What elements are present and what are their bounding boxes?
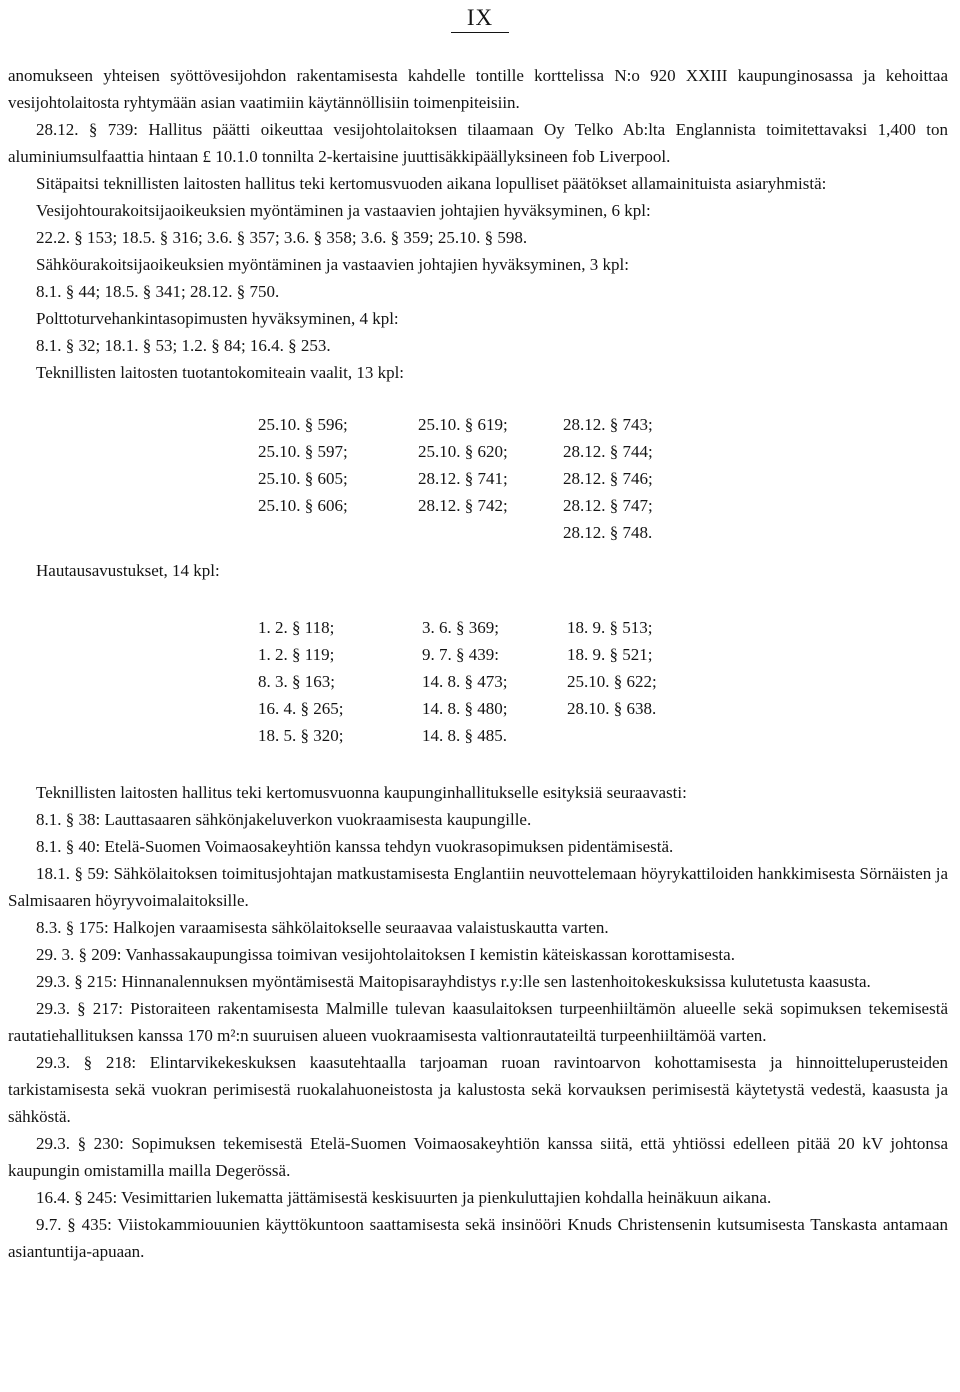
table-cell: 28.12. § 746; xyxy=(563,469,653,488)
proposal-item: 8.1. § 38: Lauttasaaren sähkönjakeluverkon vuokraamisesta kaupungille. xyxy=(36,810,532,829)
table-cell: 25.10. § 606; xyxy=(258,496,348,515)
table-cell: 25.10. § 597; xyxy=(258,442,348,461)
proposal-item: 8.3. § 175: Halkojen varaamisesta sähkölaitokselle seuraavaa valaistuskautta varten. xyxy=(36,918,609,937)
table-cell: 3. 6. § 369; xyxy=(422,618,499,637)
table-cell: 28.10. § 638. xyxy=(567,699,657,718)
table-cell: 1. 2. § 119; xyxy=(258,645,335,664)
table-cell: 25.10. § 605; xyxy=(258,469,348,488)
group-dates: 8.1. § 32; 18.1. § 53; 1.2. § 84; 16.4. § 253. xyxy=(36,336,331,355)
proposal-item: 29.3. § 215: Hinnanalennuksen myöntämisestä Maitopisarayhdistys r.y:lle sen lastenhoitokeskuksissa kulutetusta kaasusta. xyxy=(36,972,871,991)
group-title: Sähköurakoitsijaoikeuksien myöntäminen ja vastaavien johtajien hyväksyminen, 3 kpl: xyxy=(36,255,629,274)
table-cell: 25.10. § 620; xyxy=(418,442,508,461)
page-number xyxy=(0,4,960,31)
page-number-label: IX xyxy=(451,5,509,33)
group-dates: 22.2. § 153; 18.5. § 316; 3.6. § 357; 3.6. § 358; 3.6. § 359; 25.10. § 598. xyxy=(36,228,528,247)
vaalit-table xyxy=(8,411,948,546)
table-row xyxy=(8,519,948,546)
proposal-item: 8.1. § 40: Etelä-Suomen Voimaosakeyhtiön kanssa tehdyn vuokrasopimuksen pidentämisestä. xyxy=(36,837,674,856)
table-cell: 1. 2. § 118; xyxy=(258,618,335,637)
table-row xyxy=(8,641,948,668)
proposal-item: 29.3. § 218: Elintarvikekeskuksen kaasutehtaalla tarjoaman ruoan ravintoarvon kohottamisesta ja hinnoitteluperusteiden tarkistamisesta sekä vuokran perimisestä ruokalahuoneistosta ja kalustosta sekä korvauksen perimisestä käytetystä vedestä, kaasusta ja sähköstä. xyxy=(8,1053,948,1126)
table-cell: 28.12. § 741; xyxy=(418,469,508,488)
continued-paragraph: anomukseen yhteisen syöttövesijohdon rakentamisesta kahdelle tontille korttelissa N:o 920 XXIII kaupunginosassa ja kehoittaa vesijohtolaitosta ryhtymään asian vaatimiin käytännöllisiin toimenpiteisiin. xyxy=(8,66,948,112)
group-title: Teknillisten laitosten tuotantokomiteain vaalit, 13 kpl: xyxy=(36,363,405,382)
proposal-item: 29.3. § 230: Sopimuksen tekemisestä Etelä-Suomen Voimaosakeyhtiön kanssa siitä, että yhtiössi edelleen pitää 20 kV johtonsa kaupungin omistamilla mailla Degerössä. xyxy=(8,1134,948,1180)
proposal-item: 29. 3. § 209: Vanhassakaupungissa toimivan vesijohtolaitoksen I kemistin käteiskassan korottamisesta. xyxy=(36,945,735,964)
table-cell: 28.12. § 744; xyxy=(563,442,653,461)
table-cell: 25.10. § 596; xyxy=(258,415,348,434)
proposal-item: 9.7. § 435: Viistokammiouunien käyttökuntoon saattamisesta sekä insinööri Knuds Christensenin kutsumisesta Tanskasta antamaan asiantuntija-apuaan. xyxy=(8,1215,948,1261)
table-cell: 18. 9. § 513; xyxy=(567,618,653,637)
table-cell: 25.10. § 622; xyxy=(567,672,657,691)
hautaus-table xyxy=(8,614,948,749)
hautaus-title: Hautausavustukset, 14 kpl: xyxy=(36,561,220,580)
table-row xyxy=(8,722,948,749)
table-cell: 16. 4. § 265; xyxy=(258,699,344,718)
table-cell: 28.12. § 747; xyxy=(563,496,653,515)
table-cell: 14. 8. § 480; xyxy=(422,699,508,718)
proposal-item: 29.3. § 217: Pistoraiteen rakentamisesta Malmille tulevan kaasulaitoksen turpeenhiiltämön alueelle sekä sopimuksen tekemisestä rautatiehallituksen kanssa 170 m²:n suuruisen alueen vuokraamisesta valtionrautateiltä turpeenhiiltämöä varten. xyxy=(8,999,948,1045)
decision-groups xyxy=(8,197,948,386)
table-cell: 8. 3. § 163; xyxy=(258,672,335,691)
table-row xyxy=(8,695,948,722)
table-row xyxy=(8,438,948,465)
decision-paragraph: 28.12. § 739: Hallitus päätti oikeuttaa vesijohtolaitoksen tilaamaan Oy Telko Ab:lta Englannista toimitettavaksi 1,400 ton aluminiumsulfaattia hintaan £ 10.1.0 tonnilta 2-kertaisine juuttisäkkipäällyksineen fob Liverpool. xyxy=(8,120,948,166)
table-row xyxy=(8,614,948,641)
group-dates: 8.1. § 44; 18.5. § 341; 28.12. § 750. xyxy=(36,282,280,301)
group-title: Vesijohtourakoitsijaoikeuksien myöntäminen ja vastaavien johtajien hyväksyminen, 6 kpl: xyxy=(36,201,651,220)
table-row xyxy=(8,668,948,695)
table-row xyxy=(8,411,948,438)
proposal-item: 16.4. § 245: Vesimittarien lukematta jättämisestä keskisuurten ja pienkuluttajien kohdalla heinäkuun aikana. xyxy=(36,1188,772,1207)
table-row xyxy=(8,492,948,519)
table-cell: 28.12. § 742; xyxy=(418,496,508,515)
group-title: Polttoturvehankintasopimusten hyväksyminen, 4 kpl: xyxy=(36,309,399,328)
proposals-heading: Teknillisten laitosten hallitus teki kertomusvuonna kaupunginhallitukselle esityksiä seuraavasti: xyxy=(36,783,687,802)
table-cell: 28.12. § 748. xyxy=(563,523,653,542)
table-cell: 18. 5. § 320; xyxy=(258,726,344,745)
table-cell: 9. 7. § 439: xyxy=(422,645,499,664)
table-cell: 25.10. § 619; xyxy=(418,415,508,434)
document-body xyxy=(8,62,948,1265)
table-row xyxy=(8,465,948,492)
summary-intro-paragraph: Sitäpaitsi teknillisten laitosten hallitus teki kertomusvuoden aikana lopulliset päätökset allamainituista asiaryhmistä: xyxy=(36,174,827,193)
proposal-item: 18.1. § 59: Sähkölaitoksen toimitusjohtajan matkustamisesta Englantiin neuvottelemaan höyrykattiloiden hankkimisesta Sörnäisten ja Salmisaaren höyryvoimalaitoksille. xyxy=(8,864,948,910)
table-cell: 14. 8. § 473; xyxy=(422,672,508,691)
table-cell: 14. 8. § 485. xyxy=(422,726,507,745)
table-cell: 18. 9. § 521; xyxy=(567,645,653,664)
table-cell: 28.12. § 743; xyxy=(563,415,653,434)
